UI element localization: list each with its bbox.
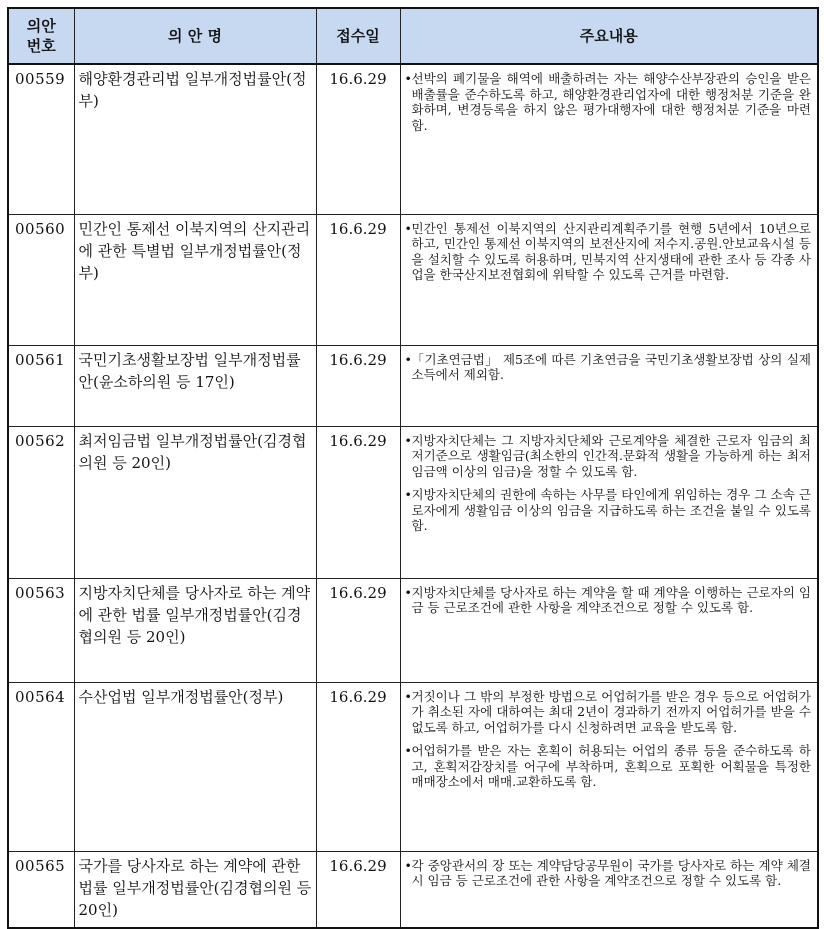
received-date: 16.6.29 [316,214,400,345]
bill-title: 지방자치단체를 당사자로 하는 계약에 관한 법률 일부개정법률안(김경협의원 등 20인) [74,578,316,682]
bullet-icon: • [404,220,412,236]
summary-item [405,221,812,283]
bill-title: 해양환경관리법 일부개정법률안(정부) [74,64,316,214]
summary-text: 지방자치단체는 그 지방자치단체와 근로계약을 체결한 근로자 임금의 최저기준으로 생활임금(최소한의 인간적.문화적 생활을 가능하게 하는 최저임금액 이상의 임금)을 정할 수 있도록 함. [411,432,811,479]
bill-number: 00565 [8,851,74,928]
summary-text: 어업허가를 받은 자는 혼획이 허용되는 어업의 종류 등을 준수하도록 하고, 혼획저감장치를 어구에 부착하며, 혼획으로 포획한 어획물을 특정한 매매장소에서 매매.교환하도록 함. [411,743,811,789]
bullet-icon: • [404,743,412,758]
bill-table-container [7,7,817,929]
summary-item [405,689,812,736]
bullet-icon: • [404,584,412,600]
summary-item [405,743,812,790]
bill-summary [400,578,818,682]
table-row [8,214,818,345]
bill-table [7,7,819,929]
summary-item [405,487,812,534]
table-row [8,426,818,578]
bill-title: 국민기초생활보장법 일부개정법률안(윤소하의원 등 17인) [74,345,316,426]
bill-number: 00563 [8,578,74,682]
bill-title: 수산업법 일부개정법률안(정부) [74,682,316,851]
summary-item [405,585,812,616]
bill-number: 00564 [8,682,74,851]
bill-summary [400,851,818,928]
header-main-content: 주요내용 [400,8,818,64]
summary-text: 거짓이나 그 밖의 부정한 방법으로 어업허가를 받은 경우 등으로 어업허가가 취소된 자에 대하여는 최대 2년이 경과하기 전까지 어업허가를 받을 수 없도록 하고, 어업허가를 다시 신청하려면 교육을 받도록 함. [411,688,811,735]
bullet-icon: • [404,71,412,86]
received-date: 16.6.29 [316,64,400,214]
received-date: 16.6.29 [316,578,400,682]
bill-title: 최저임금법 일부개정법률안(김경협의원 등 20인) [74,426,316,578]
bill-summary [400,345,818,426]
table-row [8,578,818,682]
summary-item [405,433,812,480]
bullet-icon: • [404,688,412,704]
table-row [8,682,818,851]
bill-number: 00560 [8,214,74,345]
summary-text: 지방자치단체의 권한에 속하는 사무를 타인에게 위임하는 경우 그 소속 근로자에게 생활임금 이상의 임금을 지급하도록 하는 조건을 붙일 수 있도록 함. [411,487,811,533]
header-received-date: 접수일 [316,8,400,64]
received-date: 16.6.29 [316,682,400,851]
bill-number: 00562 [8,426,74,578]
bullet-icon: • [404,487,412,502]
table-row [8,851,818,928]
summary-item [405,858,812,889]
header-row [8,8,818,64]
summary-item [405,352,812,383]
header-bill-number: 의안 번호 [8,8,74,64]
summary-text: 각 중앙관서의 장 또는 계약담당공무원이 국가를 당사자로 하는 계약 체결 시 임금 등 근로조건에 관한 사항을 계약조건으로 정할 수 있도록 함. [411,857,811,888]
summary-item [405,71,812,133]
table-row [8,64,818,214]
bill-number: 00561 [8,345,74,426]
bill-summary [400,682,818,851]
bill-summary [400,64,818,214]
received-date: 16.6.29 [316,345,400,426]
received-date: 16.6.29 [316,851,400,928]
bill-title: 민간인 통제선 이북지역의 산지관리에 관한 특별법 일부개정법률안(정부) [74,214,316,345]
summary-text: 선박의 폐기물을 해역에 배출하려는 자는 해양수산부장관의 승인을 받은 배출률을 준수하도록 하고, 해양환경관리업자에 대한 행정처분 기준을 완화하며, 변경등록을 하지 않은 평가대행자에 대한 행정처분 기준을 마련함. [411,71,811,133]
header-bill-title: 의 안 명 [74,8,316,64]
bill-number: 00559 [8,64,74,214]
bill-table-body [8,64,818,928]
bullet-icon: • [404,857,412,873]
bill-title: 국가를 당사자로 하는 계약에 관한 법률 일부개정법률안(김경협의원 등 20인) [74,851,316,928]
summary-text: 「기초연금법」 제5조에 따른 기초연금을 국민기초생활보장법 상의 실제소득에서 제외함. [411,351,811,382]
bullet-icon: • [404,351,412,367]
received-date: 16.6.29 [316,426,400,578]
bill-summary [400,426,818,578]
summary-text: 민간인 통제선 이북지역의 산지관리계획주기를 현행 5년에서 10년으로 하고, 민간인 통제선 이북지역의 보전산지에 저수지.공원.안보교육시설 등을 설치할 수 있도록 허용하며, 민북지역 산지생태에 관한 조사 등 각종 사업을 한국산지보전협회에 위탁할 수 있도록 근거를 마련함. [411,220,811,282]
bill-summary [400,214,818,345]
summary-text: 지방자치단체를 당사자로 하는 계약을 할 때 계약을 이행하는 근로자의 임금 등 근로조건에 관한 사항을 계약조건으로 정할 수 있도록 함. [411,584,811,615]
bullet-icon: • [404,432,412,448]
table-row [8,345,818,426]
